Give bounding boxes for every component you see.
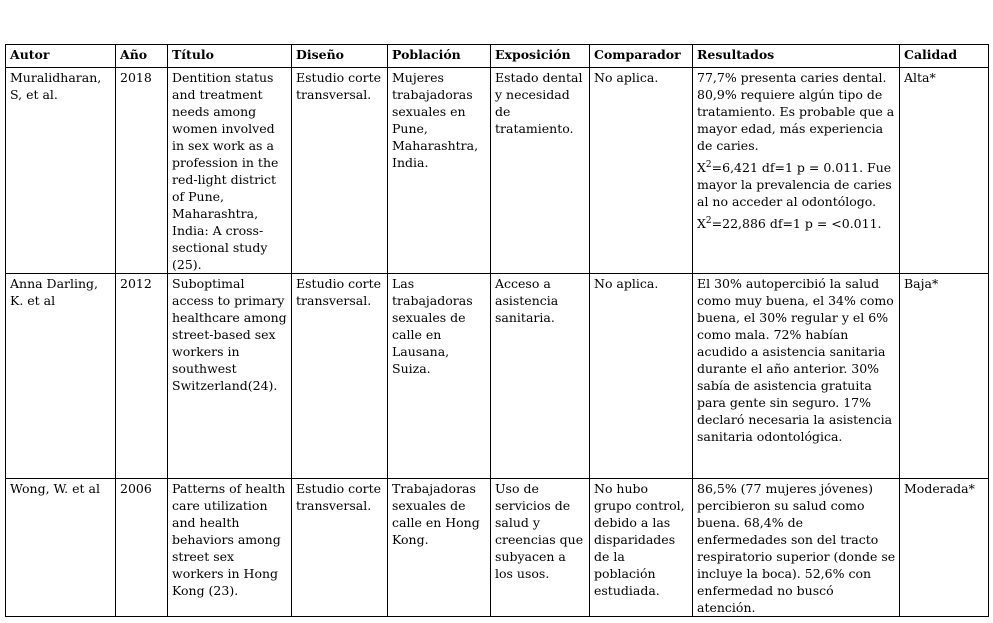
cell-anio: 2006 xyxy=(116,479,168,617)
header-row xyxy=(6,45,989,68)
table-row xyxy=(6,479,989,617)
cell-poblacion: Mujeres trabajadoras sexuales en Pune, Maharashtra, India. xyxy=(388,68,491,274)
cell-exposicion: Estado dental y necesidad de tratamiento. xyxy=(491,68,590,274)
header-exposicion: Exposición xyxy=(491,45,590,68)
cell-diseno: Estudio corte transversal. xyxy=(292,479,388,617)
cell-titulo: Patterns of health care utilization and health behaviors among street sex workers in Hong Kong (23). xyxy=(168,479,292,617)
cell-calidad: Moderada* xyxy=(900,479,989,617)
header-autor: Autor xyxy=(6,45,116,68)
cell-resultados: 86,5% (77 mujeres jóvenes) percibieron su salud como buena. 68,4% de enfermedades son del tracto respiratorio superior (donde se incluye la boca). 52,6% con enfermedad no buscó atención. xyxy=(693,479,900,617)
cell-titulo: Suboptimal access to primary healthcare among street-based sex workers in southwest Switzerland(24). xyxy=(168,274,292,479)
header-resultados: Resultados xyxy=(693,45,900,68)
chi-exponent: 2 xyxy=(705,215,712,226)
table-row xyxy=(6,68,989,274)
cell-titulo: Dentition status and treatment needs among women involved in sex work as a profession in the red-light district of Pune, Maharashtra, India: A cross-sectional study (25). xyxy=(168,68,292,274)
cell-autor: Muralidharan, S, et al. xyxy=(6,68,116,274)
cell-anio: 2018 xyxy=(116,68,168,274)
cell-diseno: Estudio corte transversal. xyxy=(292,68,388,274)
header-poblacion: Población xyxy=(388,45,491,68)
header-titulo: Título xyxy=(168,45,292,68)
header-anio: Año xyxy=(116,45,168,68)
table-row xyxy=(6,274,989,479)
chi-square-stat-1 xyxy=(697,159,896,210)
header-diseno: Diseño xyxy=(292,45,388,68)
chi-stat-text: =22,886 df=1 p = <0.011. xyxy=(711,216,882,231)
chi-symbol: X xyxy=(697,216,706,231)
cell-calidad: Alta* xyxy=(900,68,989,274)
systematic-review-table xyxy=(5,44,989,617)
cell-resultados xyxy=(693,68,900,274)
cell-autor: Anna Darling, K. et al xyxy=(6,274,116,479)
resultados-text: 77,7% presenta caries dental. 80,9% requiere algún tipo de tratamiento. Es probable que a mayor edad, más experiencia de caries. xyxy=(697,70,895,153)
chi-symbol: X xyxy=(697,160,706,175)
cell-resultados: El 30% autopercibió la salud como muy buena, el 34% como buena, el 30% regular y el 6% como mala. 72% habían acudido a asistencia sanitaria durante el año anterior. 30% sabía de asistencia gratuita para gente sin seguro. 17% declaró necesaria la asistencia sanitaria odontológica. xyxy=(693,274,900,479)
chi-stat-text: =6,421 df=1 p = 0.011. Fue mayor la prevalencia de caries al no acceder al odontólogo. xyxy=(697,160,892,209)
cell-comparador: No aplica. xyxy=(590,68,693,274)
cell-comparador: No hubo grupo control, debido a las disparidades de la población estudiada. xyxy=(590,479,693,617)
cell-exposicion: Acceso a asistencia sanitaria. xyxy=(491,274,590,479)
cell-diseno: Estudio corte transversal. xyxy=(292,274,388,479)
cell-exposicion: Uso de servicios de salud y creencias que subyacen a los usos. xyxy=(491,479,590,617)
header-comparador: Comparador xyxy=(590,45,693,68)
chi-exponent: 2 xyxy=(705,159,712,170)
cell-poblacion: Las trabajadoras sexuales de calle en Lausana, Suiza. xyxy=(388,274,491,479)
cell-comparador: No aplica. xyxy=(590,274,693,479)
cell-anio: 2012 xyxy=(116,274,168,479)
cell-poblacion: Trabajadoras sexuales de calle en Hong Kong. xyxy=(388,479,491,617)
header-calidad: Calidad xyxy=(900,45,989,68)
cell-autor: Wong, W. et al xyxy=(6,479,116,617)
chi-square-stat-2 xyxy=(697,215,896,232)
cell-calidad: Baja* xyxy=(900,274,989,479)
